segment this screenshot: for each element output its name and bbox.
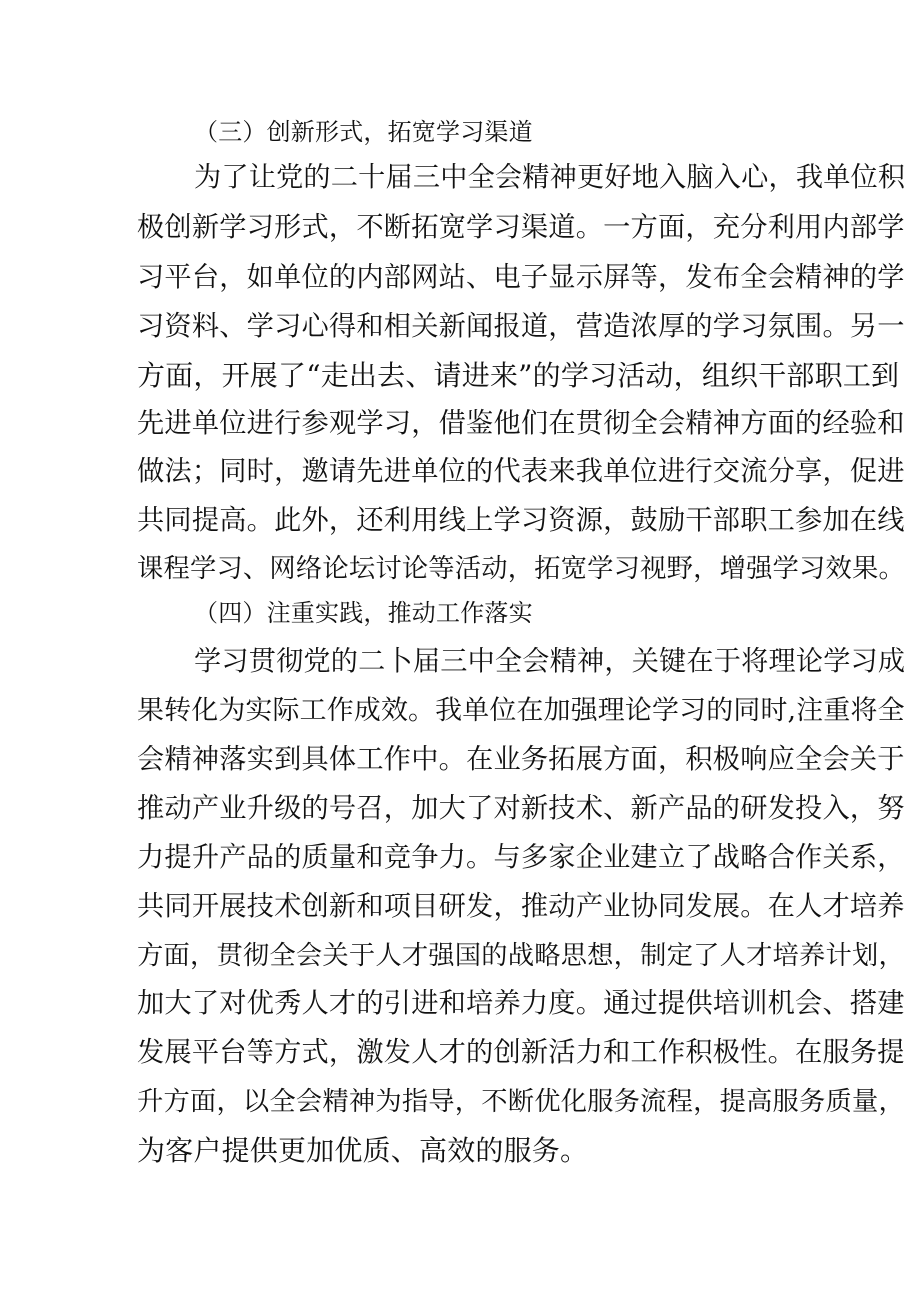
paragraph-line: 会精神落实到具体工作中。在业务拓展方面，积极响应全会关于 (137, 744, 905, 775)
paragraph-line: 升方面，以全会精神为指导，不断优化服务流程，提高服务质量， (137, 1087, 905, 1117)
section-heading-4: （四）注重实践，推动工作落实 (194, 599, 533, 627)
paragraph-line: 共同提高。此外，还利用线上学习资源，鼓励干部职工参加在线 (137, 505, 905, 536)
paragraph-line: 方面，贯彻全会关于人才强国的战略思想，制定了人才培养计划， (137, 941, 905, 971)
paragraph-line: 推动产业升级的号召，加大了对新技术、新产品的研发投入，努 (137, 793, 905, 824)
paragraph-line: 习平台，如单位的内部网站、电子显示屏等，发布全会精神的学 (137, 262, 905, 293)
paragraph-line: 学习贯彻党的二卜届三中全会精神，关键在于将理论学习成 (194, 646, 906, 677)
paragraph-line: 果转化为实际工作成效。我单位在加强理论学习的同时,注重将全 (137, 695, 905, 726)
section-heading-3: （三）创新形式，拓宽学习渠道 (194, 118, 533, 146)
paragraph-line: 做法；同时，邀请先进单位的代表来我单位进行交流分享，促进 (137, 456, 905, 487)
paragraph-line: 共同开展技术创新和项目研发，推动产业协同发展。在人才培养 (137, 891, 905, 922)
paragraph-line: 为了让党的二十届三中全会精神更好地入脑入心，我单位积 (194, 162, 906, 193)
paragraph-line: 方面，开展了“走出去、请进来”的学习活动，组织干部职工到 (137, 359, 900, 392)
paragraph-line: 极创新学习形式，不断拓宽学习渠道。一方面，充分利用内部学 (137, 212, 905, 243)
paragraph-line: 先进单位进行参观学习，借鉴他们在贯彻全会精神方面的经验和 (137, 408, 905, 439)
paragraph-line: 力提升产品的质量和竞争力。与多家企业建立了战略合作关系， (137, 842, 905, 873)
paragraph-line: 加大了对优秀人才的引进和培养力度。通过提供培训机会、搭建 (137, 988, 905, 1019)
paragraph-line: 习资料、学习心得和相关新闻报道，营造浓厚的学习氛围。另一 (137, 311, 905, 342)
paragraph-line: 课程学习、网络论坛讨论等活动，拓宽学习视野，增强学习效果。 (137, 554, 905, 584)
paragraph-line: 为客户提供更加优质、高效的服务。 (137, 1134, 589, 1167)
paragraph-line: 发展平台等方式，激发人才的创新活力和工作积极性。在服务提 (137, 1037, 905, 1068)
